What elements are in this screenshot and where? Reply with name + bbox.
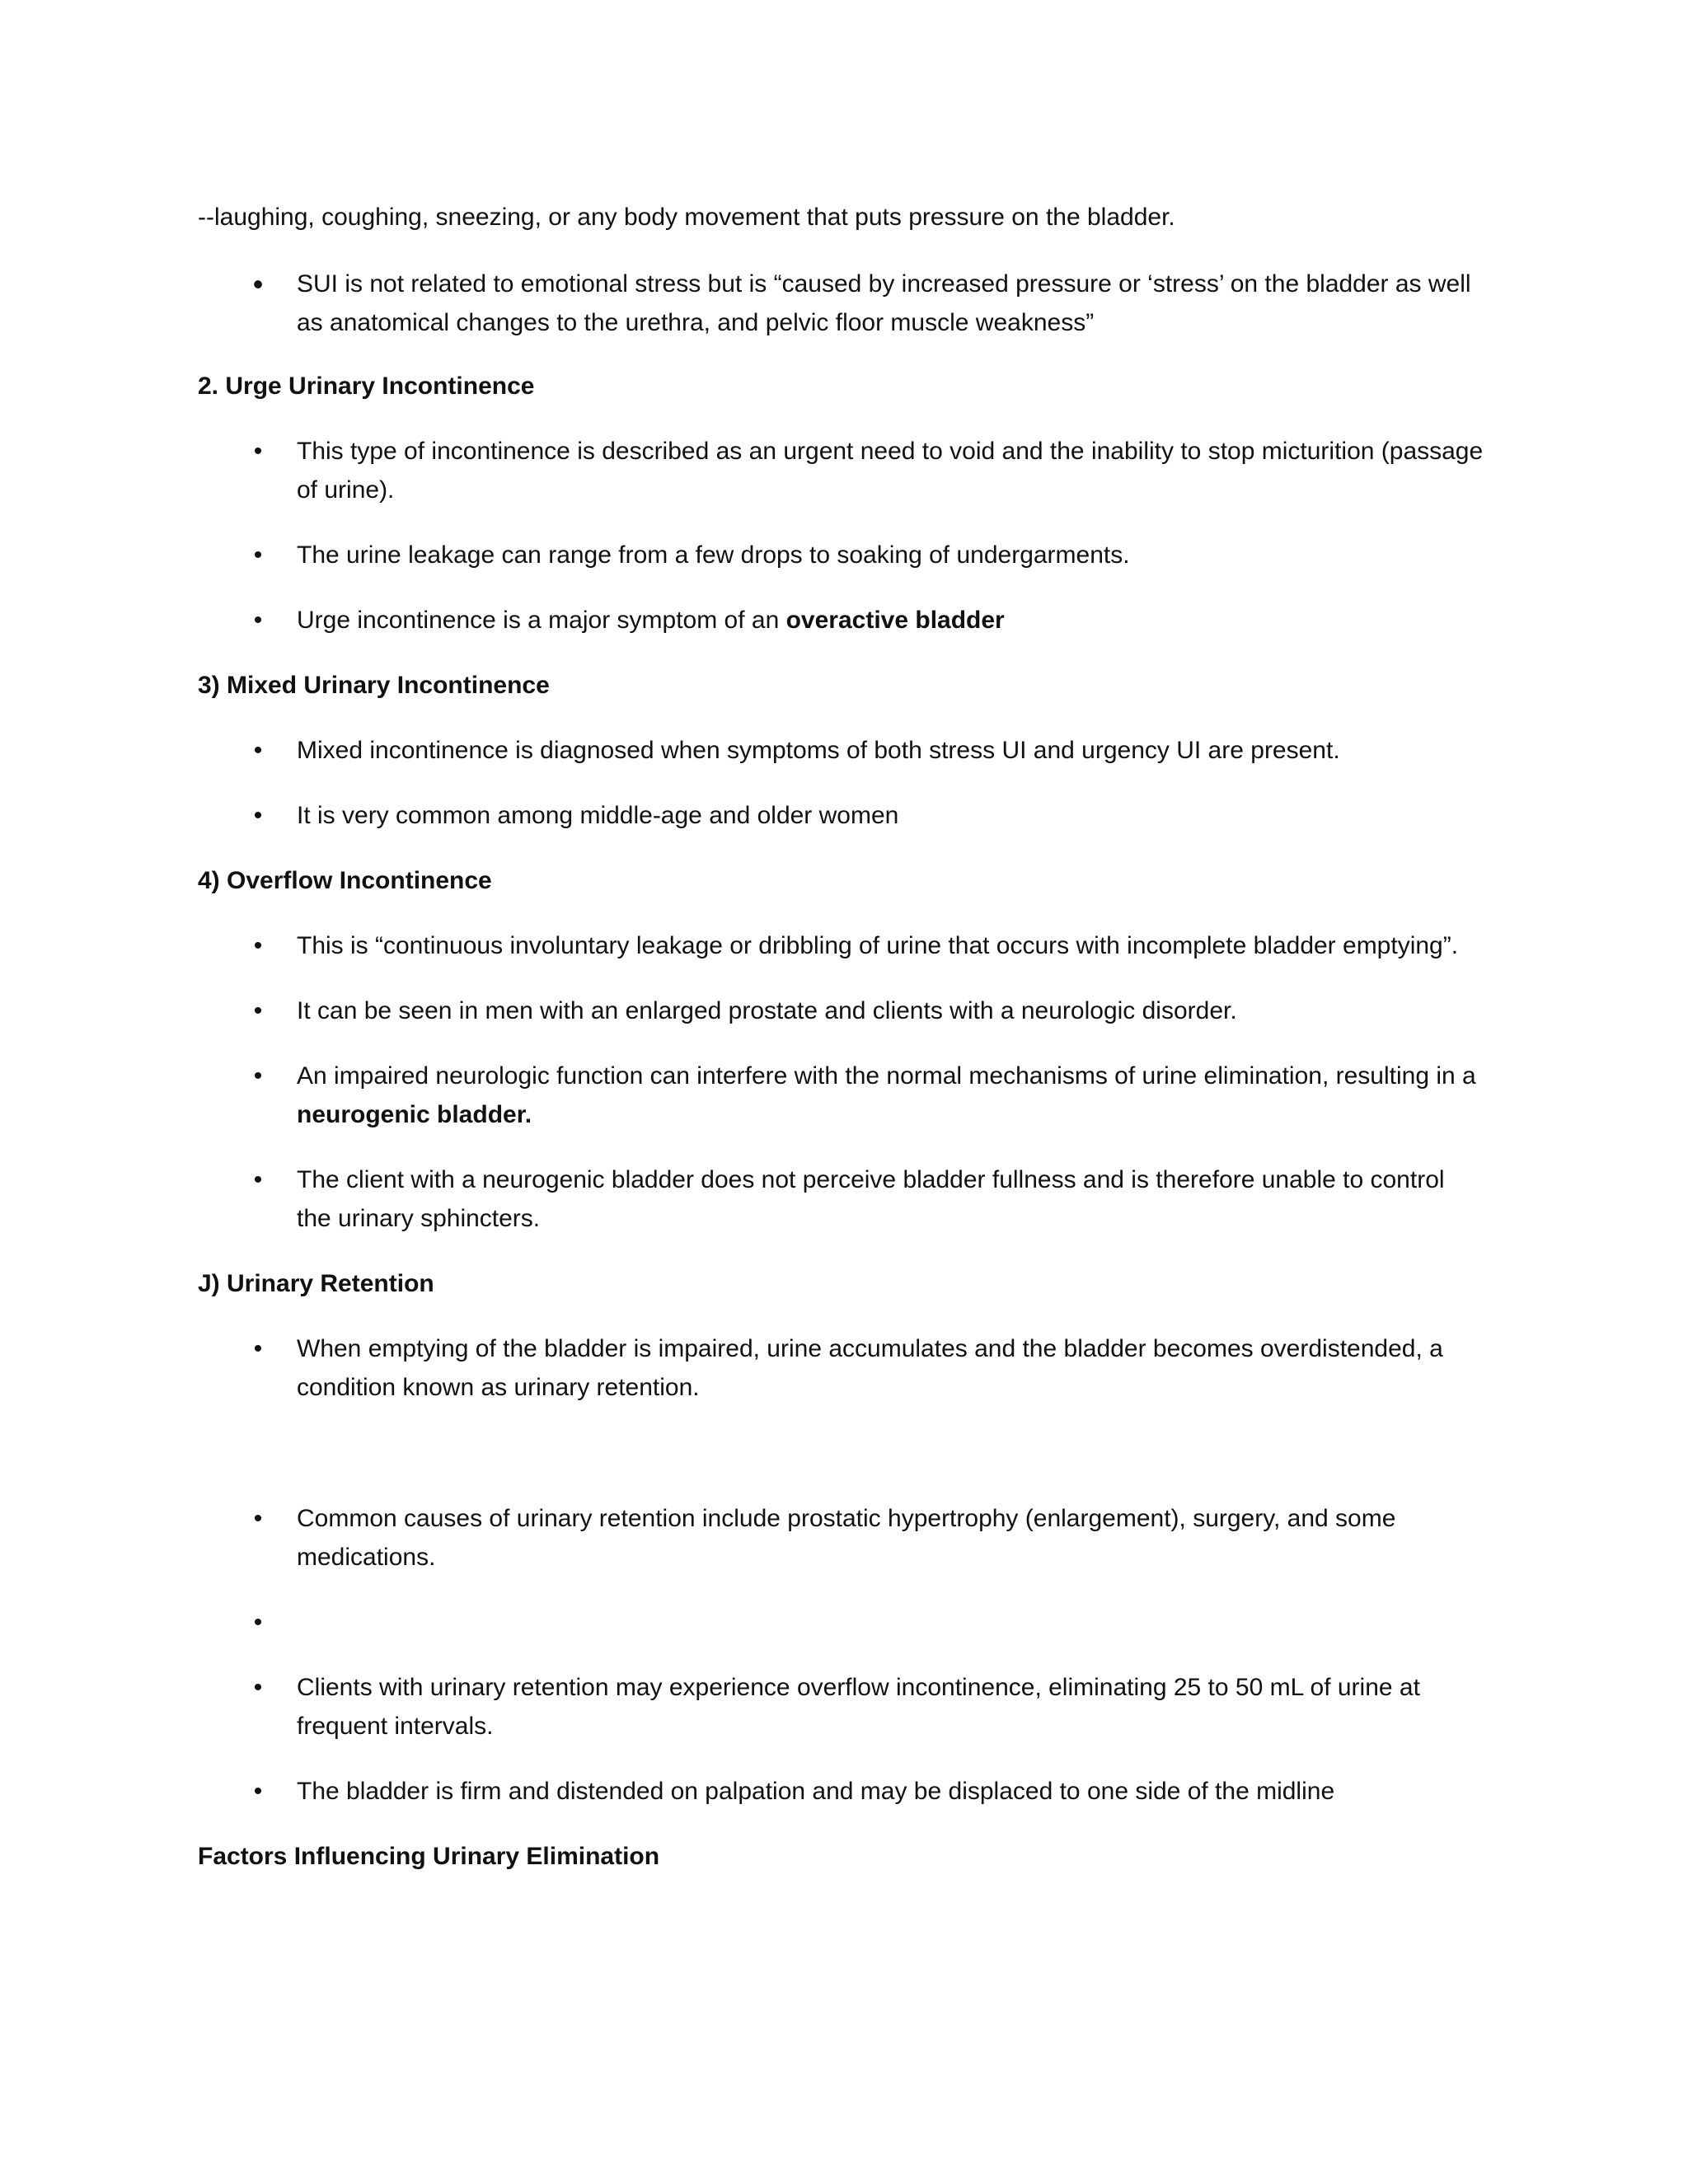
list-item-text (297, 1057, 1484, 1134)
bullet-icon: • (252, 267, 264, 301)
section-heading-final: Factors Influencing Urinary Elimination (198, 1843, 660, 1870)
bullet-icon: • (253, 1674, 263, 1701)
list-item (198, 1668, 1484, 1746)
list-item-text: It can be seen in men with an enlarged prostate and clients with a neurologic disorder. (297, 997, 1237, 1024)
list-item-text: It is very common among middle-age and older women (297, 802, 899, 829)
list-item (198, 1160, 1484, 1238)
list-item-text: When emptying of the bladder is impaired, urine accumulates and the bladder becomes overdistended, a condition known as urinary retention. (297, 1335, 1443, 1401)
list-item (198, 796, 1484, 835)
bullet-icon: • (253, 1062, 263, 1090)
emphasis-text: overactive bladder (785, 607, 1005, 634)
section-heading: J) Urinary Retention (198, 1270, 434, 1297)
bullet-icon: • (253, 607, 263, 634)
list-item-text-plain: Urge incontinence is a major symptom of an (297, 607, 786, 634)
list-item-text: This is “continuous involuntary leakage or dribbling of urine that occurs with incomplete bladder emptying”. (297, 932, 1459, 959)
list-item (198, 926, 1484, 965)
bullet-icon: • (253, 737, 263, 764)
list-item (198, 991, 1484, 1030)
bullet-icon: • (253, 997, 263, 1024)
document-body (198, 198, 1484, 1876)
list-item (198, 731, 1484, 770)
bullet-icon: • (253, 1166, 263, 1193)
list-item (198, 1329, 1484, 1407)
section-heading: 4) Overflow Incontinence (198, 867, 492, 894)
list-item-text: The urine leakage can range from a few drops to soaking of undergarments. (297, 541, 1130, 569)
emphasis-text: neurogenic bladder. (297, 1101, 532, 1128)
list-item-text: Mixed incontinence is diagnosed when symptoms of both stress UI and urgency UI are present. (297, 737, 1340, 764)
bullet-icon: • (253, 438, 263, 465)
bullet-icon: • (253, 1609, 263, 1636)
list-item-text: SUI is not related to emotional stress but is “caused by increased pressure or ‘stress’ on the bladder as well as anatomical changes to the urethra, and pelvic floor muscle weakness” (297, 270, 1471, 336)
list-item-text: The bladder is firm and distended on palpation and may be displaced to one side of the midline (297, 1778, 1335, 1805)
intro-text: --laughing, coughing, sneezing, or any body movement that puts pressure on the bladder. (198, 204, 1175, 231)
list-item-text: This type of incontinence is described as an urgent need to void and the inability to stop micturition (passage of urine). (297, 438, 1484, 504)
list-item-text-plain: An impaired neurologic function can interfere with the normal mechanisms of urine elimination, resulting in a (297, 1062, 1476, 1090)
list-item-text: The client with a neurogenic bladder does not perceive bladder fullness and is therefore unable to control the urinary sphincters. (297, 1166, 1445, 1232)
list-item-text: Common causes of urinary retention include prostatic hypertrophy (enlargement), surgery, and some medications. (297, 1505, 1396, 1571)
section-heading: 3) Mixed Urinary Incontinence (198, 672, 550, 699)
list-item (198, 536, 1484, 574)
bullet-icon: • (253, 802, 263, 829)
list-item (198, 601, 1484, 640)
bullet-icon: • (253, 1335, 263, 1362)
section-heading: 2. Urge Urinary Incontinence (198, 373, 535, 400)
bullet-icon: • (253, 1778, 263, 1805)
list-item (198, 1499, 1484, 1577)
list-item-text: Clients with urinary retention may experience overflow incontinence, eliminating 25 to 50 mL of urine at frequent intervals. (297, 1674, 1420, 1740)
list-item-empty (198, 1603, 1484, 1642)
list-item-text (297, 601, 1484, 640)
list-item (198, 432, 1484, 509)
list-item (198, 265, 1484, 342)
bullet-icon: • (253, 541, 263, 569)
bullet-icon: • (253, 932, 263, 959)
bullet-icon: • (253, 1505, 263, 1532)
list-item (198, 1057, 1484, 1134)
list-item (198, 1772, 1484, 1811)
